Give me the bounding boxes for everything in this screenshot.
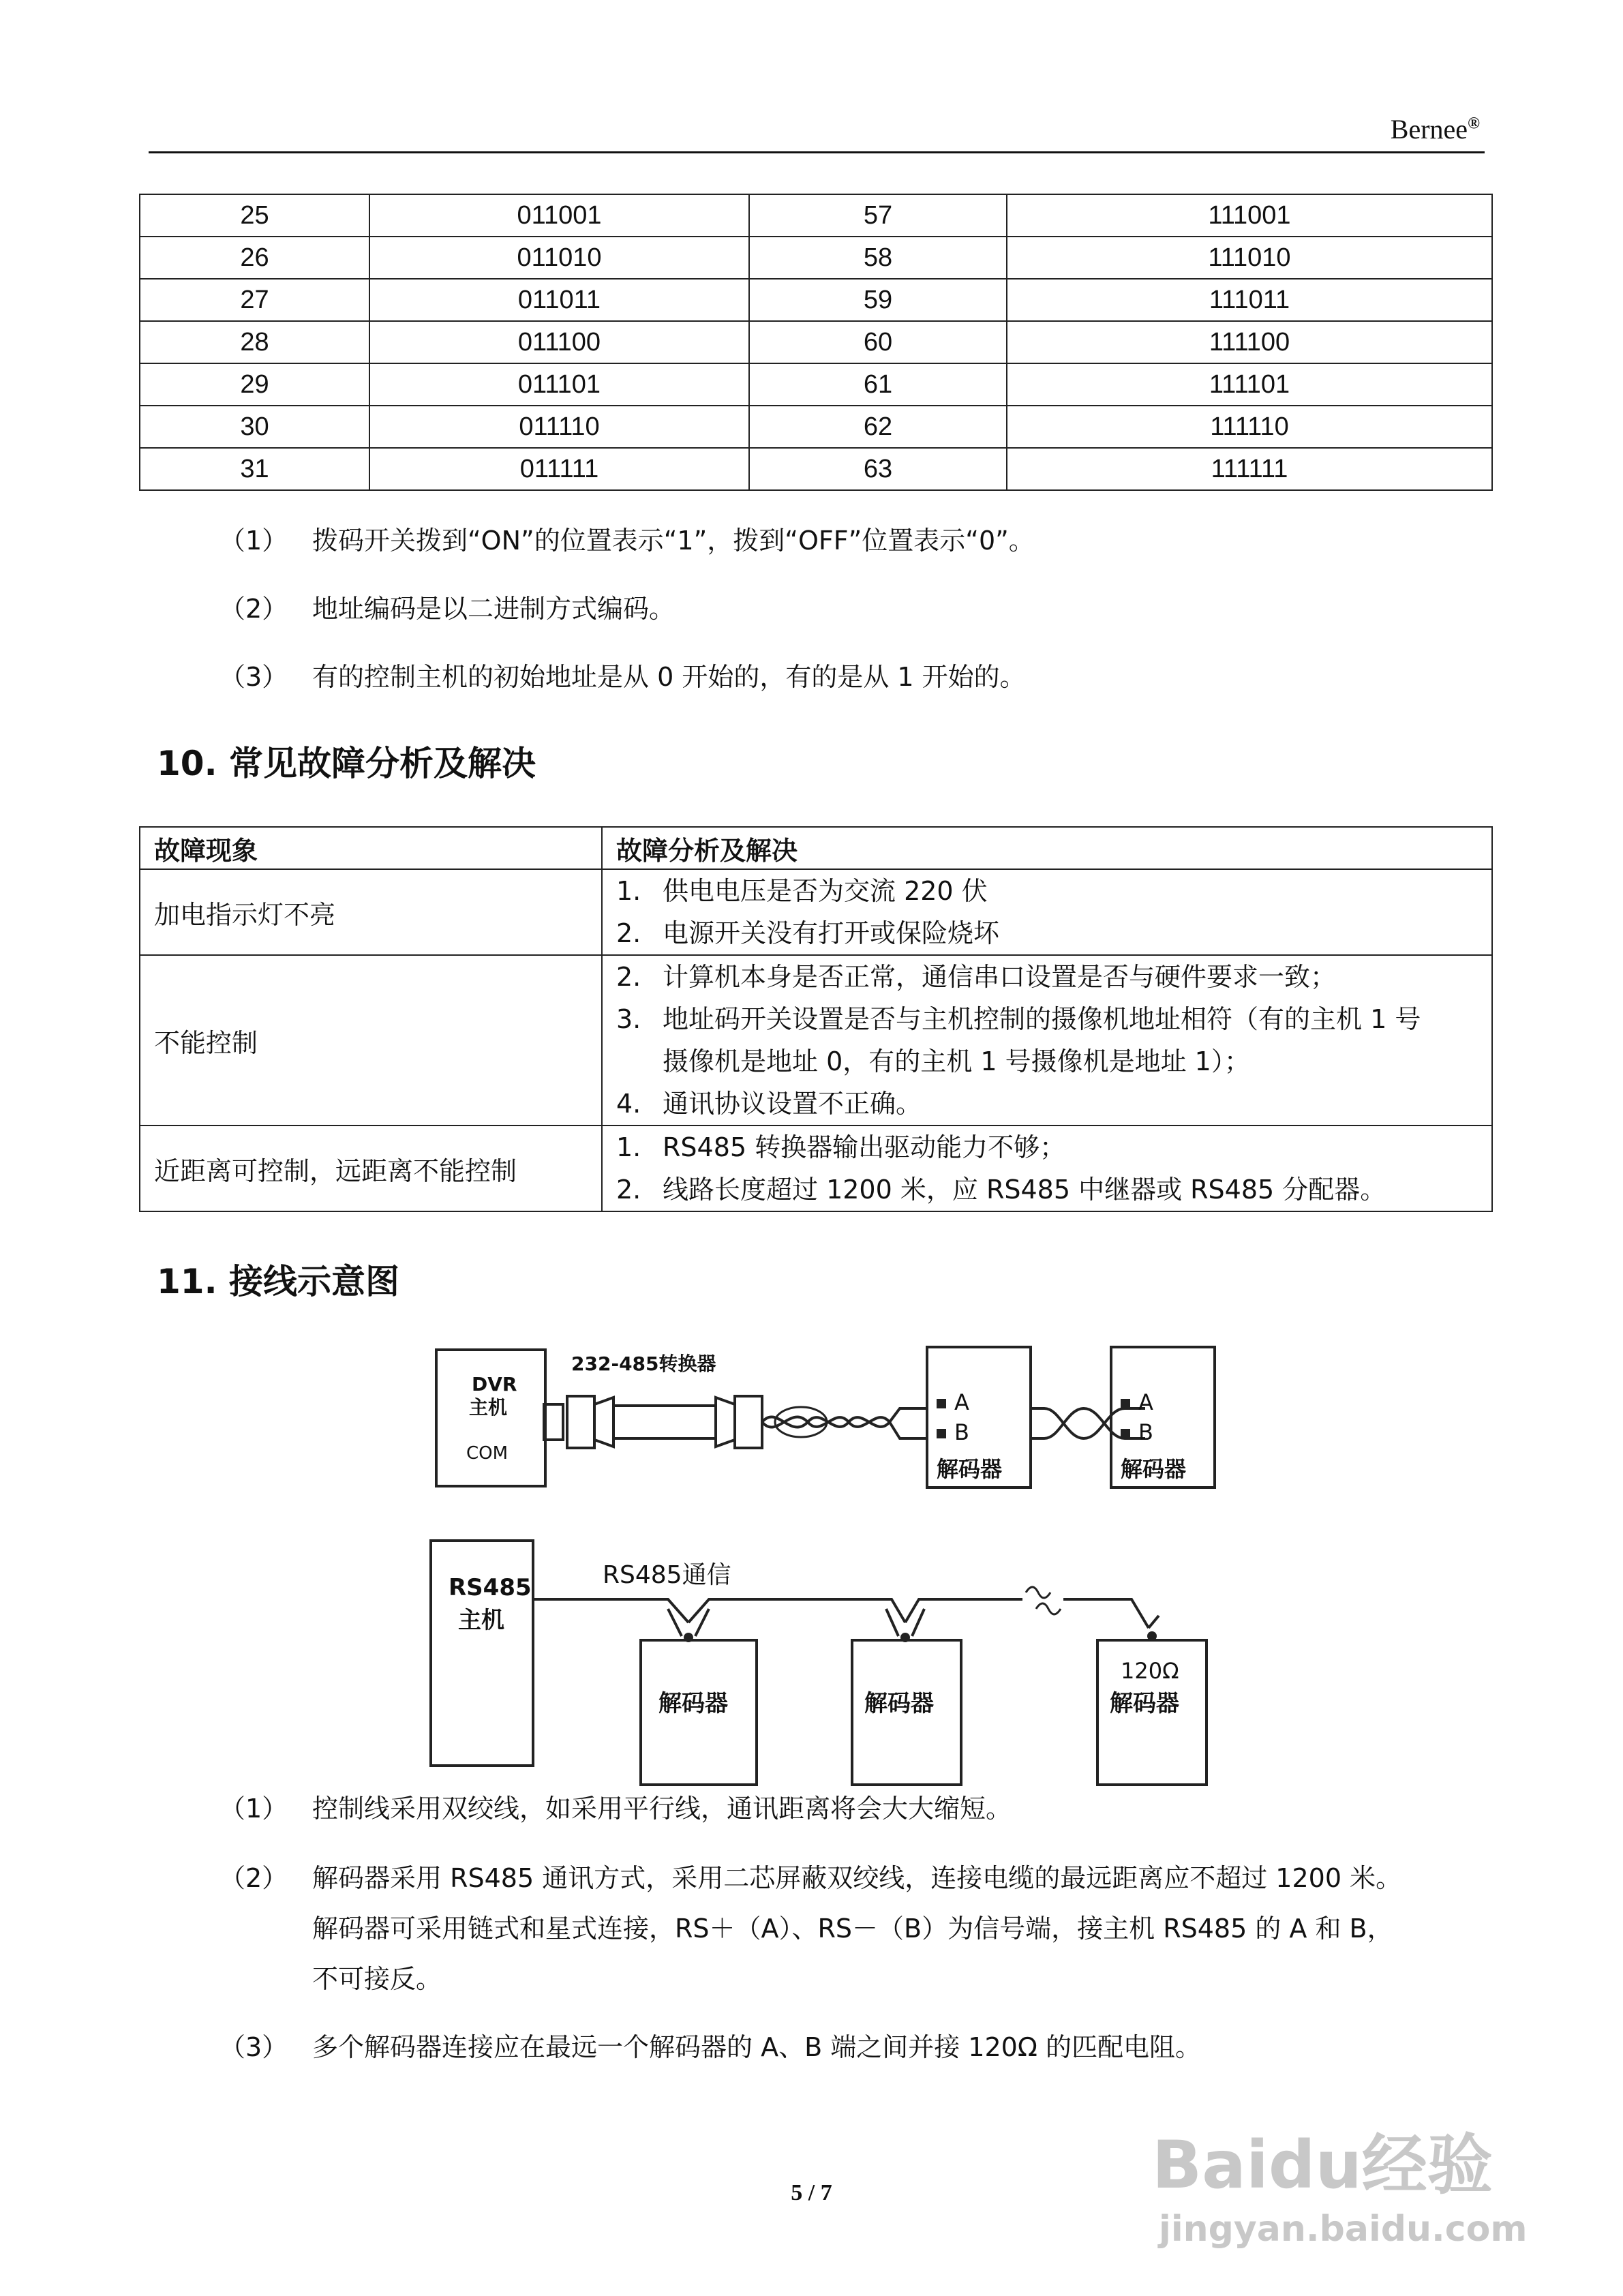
code-table-cell: 111001 [1007,194,1492,237]
code-table-cell: 111110 [1007,406,1492,448]
pin-marker [1121,1399,1130,1408]
code-table-cell: 25 [140,194,369,237]
pin-a-label-1: A [954,1389,969,1415]
section-11-title: 11. 接线示意图 [157,1262,399,1301]
rs485-comm-label: RS485通信 [603,1561,731,1589]
terminal-marker [900,1633,910,1642]
converter-label: 232-485转换器 [571,1353,716,1375]
fault-item: 4. 通讯协议设置不正确。 [616,1089,922,1119]
dvr-com-label: COM [466,1443,509,1464]
code-table-cell: 29 [140,363,369,406]
page-number: 5 / 7 [791,2180,832,2205]
resistor-label: 120Ω [1121,1658,1179,1684]
code-table-row [140,406,1492,448]
code-table-cell: 60 [749,321,1007,363]
wiring-diagram [409,1323,1227,1786]
code-table-cell: 011110 [369,406,749,448]
baidu-watermark-logo: Baidu经验 [1152,2127,1493,2203]
break-symbol [1026,1587,1061,1614]
code-table-row [140,279,1492,321]
note-b-2-line3: 不可接反。 [312,1964,442,1994]
code-table-cell: 31 [140,448,369,490]
converter-plug-right [735,1396,762,1448]
dvr-label-1: DVR [472,1373,517,1395]
fault-symptom: 近距离可控制，远距离不能控制 [140,1126,602,1211]
code-table-cell: 111101 [1007,363,1492,406]
pin-marker [1121,1429,1130,1438]
fault-row [140,1126,1492,1211]
code-table-cell: 61 [749,363,1007,406]
terminal-marker [1147,1631,1157,1641]
code-table-row [140,237,1492,279]
com-port [544,1404,563,1440]
address-code-table [139,194,1493,491]
code-table-cell: 011011 [369,279,749,321]
code-table-cell: 26 [140,237,369,279]
fault-item: 2. 电源开关没有打开或保险烧坏 [616,918,1000,948]
code-table-cell: 111100 [1007,321,1492,363]
code-table-cell: 57 [749,194,1007,237]
decoder-label-4: 解码器 [864,1690,934,1717]
code-table-cell: 111011 [1007,279,1492,321]
section-10-title: 10. 常见故障分析及解决 [157,744,536,783]
pin-a-label-2: A [1138,1389,1153,1415]
pin-marker [937,1429,946,1438]
code-table-row [140,363,1492,406]
code-table-cell: 63 [749,448,1007,490]
fault-row [140,869,1492,955]
code-table-cell: 62 [749,406,1007,448]
code-table-row [140,448,1492,490]
code-table-cell: 011101 [369,363,749,406]
pin-marker [937,1399,946,1408]
terminal-marker [684,1633,693,1642]
fault-item: 2. 计算机本身是否正常，通信串口设置是否与硬件要求一致； [616,962,1337,992]
fault-item: 2. 线路长度超过 1200 米，应 RS485 中继器或 RS485 分配器。 [616,1175,1386,1205]
header-rule [149,151,1485,153]
note-2: （2） 地址编码是以二进制方式编码。 [219,594,676,624]
decoder-label-2: 解码器 [1121,1456,1187,1482]
fault-item: 摄像机是地址 0，有的主机 1 号摄像机是地址 1）； [663,1046,1250,1076]
fault-header-symptom: 故障现象 [140,827,602,869]
pin-b-label-2: B [1138,1419,1153,1445]
fault-header-solution: 故障分析及解决 [602,827,1492,869]
fault-symptom: 不能控制 [140,955,602,1126]
code-table-cell: 011010 [369,237,749,279]
note-3: （3） 有的控制主机的初始地址是从 0 开始的，有的是从 1 开始的。 [219,662,1026,692]
fault-table [139,826,1493,1212]
decoder-label-1: 解码器 [937,1456,1003,1482]
code-table-cell: 30 [140,406,369,448]
code-table-cell: 011111 [369,448,749,490]
code-table-cell: 011001 [369,194,749,237]
converter-plug-left [567,1396,594,1448]
fault-symptom: 加电指示灯不亮 [140,869,602,955]
code-table-cell: 111111 [1007,448,1492,490]
code-table-row [140,194,1492,237]
note-b-2: （2） 解码器采用 RS485 通讯方式，采用二芯屏蔽双绞线，连接电缆的最远距离应不超过 1200 米。 [219,1863,1402,1893]
pin-b-label-1: B [954,1419,969,1445]
decoder-label-5: 解码器 [1110,1690,1179,1717]
brand-logo: Bernee® [1390,114,1480,145]
dvr-label-2: 主机 [469,1396,508,1419]
fault-item: 1. 供电电压是否为交流 220 伏 [616,876,988,906]
code-table-cell: 59 [749,279,1007,321]
decoder-label-3: 解码器 [658,1690,728,1717]
code-table-cell: 011100 [369,321,749,363]
note-b-1: （1） 控制线采用双绞线，如采用平行线，通讯距离将会大大缩短。 [219,1794,1012,1824]
host-label-1: RS485 [449,1574,532,1601]
fault-row [140,955,1492,1126]
code-table-cell: 28 [140,321,369,363]
host-label-2: 主机 [458,1607,504,1634]
note-b-3: （3） 多个解码器连接应在最远一个解码器的 A、B 端之间并接 120Ω 的匹配电阻。 [219,2032,1201,2062]
converter-body [613,1406,716,1438]
code-table-cell: 27 [140,279,369,321]
fault-item: 1. RS485 转换器输出驱动能力不够； [616,1132,1066,1162]
bus-line-end [1063,1599,1159,1628]
code-table-cell: 111010 [1007,237,1492,279]
note-1: （1） 拨码开关拨到“ON”的位置表示“1”，拨到“OFF”位置表示“0”。 [219,526,1035,556]
code-table-cell: 58 [749,237,1007,279]
baidu-watermark-url: jingyan.baidu.com [1159,2209,1528,2250]
note-b-2-line2: 解码器可采用链式和星式连接，RS＋（A）、RS－（B）为信号端，接主机 RS485 的 A 和 B， [312,1914,1393,1944]
code-table-row [140,321,1492,363]
bus-line-a [533,1599,1022,1622]
fault-item: 3. 地址码开关设置是否与主机控制的摄像机地址相符（有的主机 1 号 [616,1004,1421,1034]
